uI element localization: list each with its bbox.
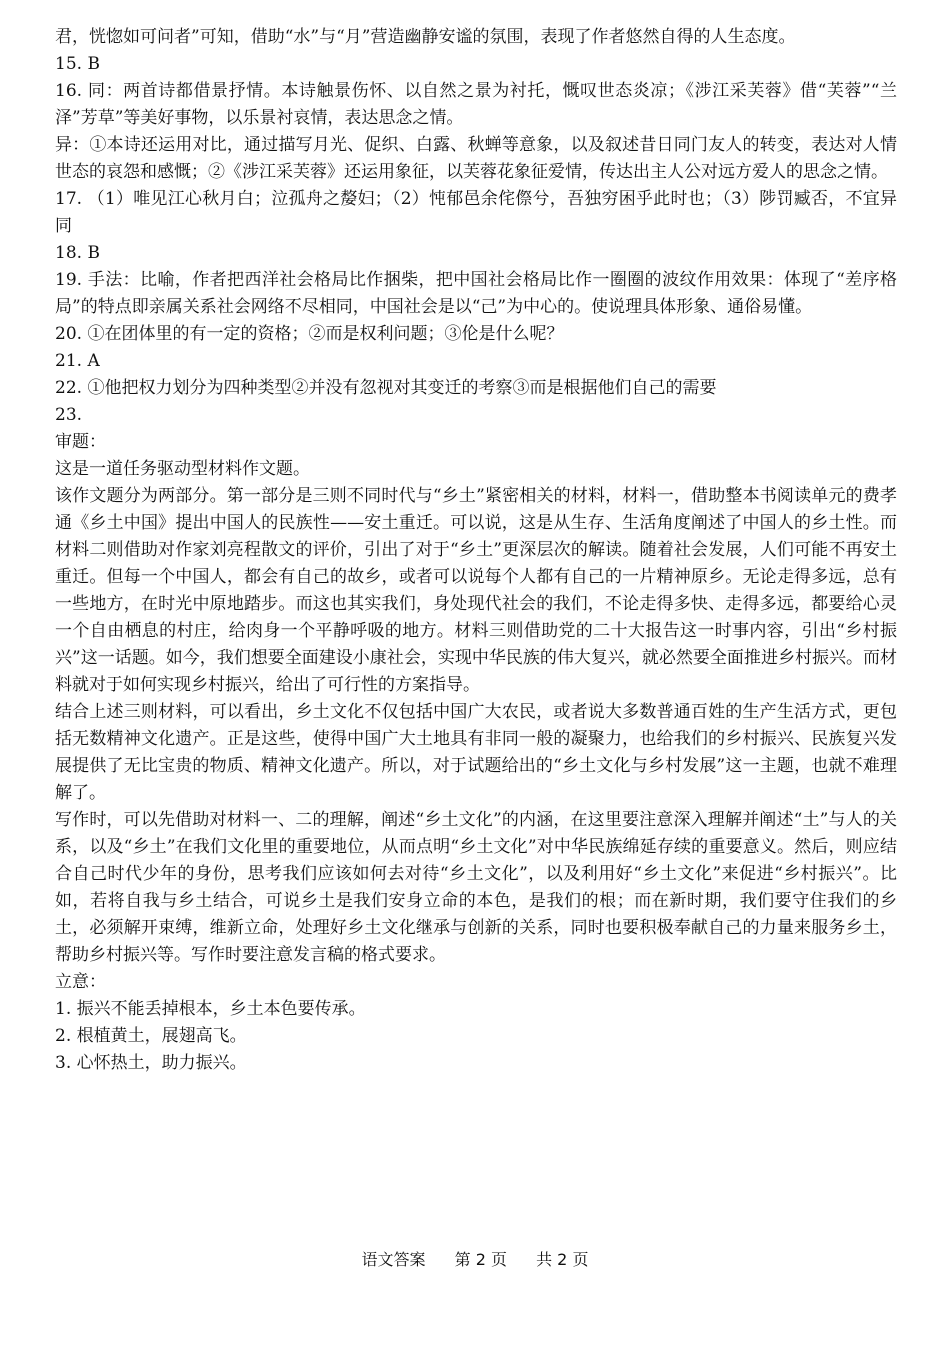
text-line: 君，恍惚如可问者”可知，借助“水”与“月”营造幽静安谧的氛围，表现了作者悠然自得的人生态度。	[55, 27, 796, 47]
list-item: 1. 振兴不能丢掉根本，乡土本色要传承。	[55, 999, 366, 1019]
paragraph: 该作文题分为两部分。第一部分是三则不同时代与“乡土”紧密相关的材料，材料一，借助整本书阅读单元的费孝通《乡土中国》提出中国人的民族性——安土重迁。可以说，这是从生存、生活角度阐述了中国人的乡土性。而材料二则借助对作家刘亮程散文的评价，引出了对于“乡土”更深层次的解读。随着社会发展，人们可能不再安土重迁。但每一个中国人，都会有自己的故乡，或者可以说每个人都有自己的一片精神原乡。无论走得多远，总有一些地方，在时光中原地踏步。而这也其实我们，身处现代社会的我们，不论走得多快、走得多远，都要给心灵一个自由栖息的村庄，给肉身一个平静呼吸的地方。材料三则借助党的二十大报告这一时事内容，引出“乡村振兴”这一话题。如今，我们想要全面建设小康社会，实现中华民族的伟大复兴，就必然要全面推进乡村振兴。而材料就对于如何实现乡村振兴，给出了可行性的方案指导。	[55, 486, 897, 695]
paragraph: 写作时，可以先借助对材料一、二的理解，阐述“乡土文化”的内涵，在这里要注意深入理解并阐述“土”与人的关系，以及“乡土”在我们文化里的重要地位，从而点明“乡土文化”对中华民族绵延存续的重要意义。然后，则应结合自己时代少年的身份，思考我们应该如何去对待“乡土文化”，以及利用好“乡土文化”来促进“乡村振兴”。比如，若将自我与乡土结合，可说乡土是我们安身立命的本色，是我们的根；而在新时期，我们要守住我们的乡土，必须解开束缚，维新立命，处理好乡土文化继承与创新的关系，同时也要积极奉献自己的力量来服务乡土，帮助乡村振兴等。写作时要注意发言稿的格式要求。	[55, 810, 897, 965]
footer-page-number: 第 2 页	[454, 1250, 507, 1269]
section-heading-shenti: 审题：	[55, 432, 106, 452]
paragraph: 这是一道任务驱动型材料作文题。	[55, 459, 310, 479]
answer-22: 22. ①他把权力划分为四种类型②并没有忽视对其变迁的考察③而是根据他们自己的需要	[55, 378, 717, 398]
answer-20: 20. ①在团体里的有一定的资格；②而是权利问题；③伦是什么呢？	[55, 324, 564, 344]
answer-18: 18. B	[55, 243, 100, 263]
answer-15: 15. B	[55, 54, 100, 74]
answer-21: 21. A	[55, 351, 100, 371]
answer-content	[55, 24, 897, 1077]
answer-23: 23.	[55, 405, 83, 425]
answer-17: 17. （1）唯见江心秋月白；泣孤舟之嫠妇；（2）忳郁邑余侘傺兮，吾独穷困乎此时也；（3）陟罚臧否，不宜异同	[55, 189, 897, 236]
list-item: 2. 根植黄土，展翅高飞。	[55, 1026, 247, 1046]
footer-subject: 语文答案	[361, 1250, 426, 1269]
footer-total-pages: 共 2 页	[536, 1250, 589, 1269]
section-heading-liyi: 立意：	[55, 972, 106, 992]
answer-16-diff: 异：①本诗还运用对比，通过描写月光、促织、白露、秋蝉等意象，以及叙述昔日同门友人的转变，表达对人情世态的哀怨和感慨；②《涉江采芙蓉》还运用象征，以芙蓉花象征爱情，传达出主人公对远方爱人的思念之情。	[55, 135, 897, 182]
list-item: 3. 心怀热土，助力振兴。	[55, 1053, 247, 1073]
paragraph: 结合上述三则材料，可以看出，乡土文化不仅包括中国广大农民，或者说大多数普通百姓的生产生活方式，更包括无数精神文化遗产。正是这些，使得中国广大土地具有非同一般的凝聚力，也给我们的乡村振兴、民族复兴发展提供了无比宝贵的物质、精神文化遗产。所以，对于试题给出的“乡土文化与乡村发展”这一主题，也就不难理解了。	[55, 702, 897, 803]
answer-19: 19. 手法：比喻，作者把西洋社会格局比作捆柴，把中国社会格局比作一圈圈的波纹作用效果：体现了“差序格局”的特点即亲属关系社会网络不尽相同，中国社会是以“己”为中心的。使说理具体形象、通俗易懂。	[55, 270, 897, 317]
answer-16: 16. 同：两首诗都借景抒情。本诗触景伤怀、以自然之景为衬托，慨叹世态炎凉；《涉江采芙蓉》借“芙蓉”“兰泽”芳草”等美好事物，以乐景衬哀情，表达思念之情。	[55, 81, 897, 128]
page-footer	[0, 1247, 950, 1270]
